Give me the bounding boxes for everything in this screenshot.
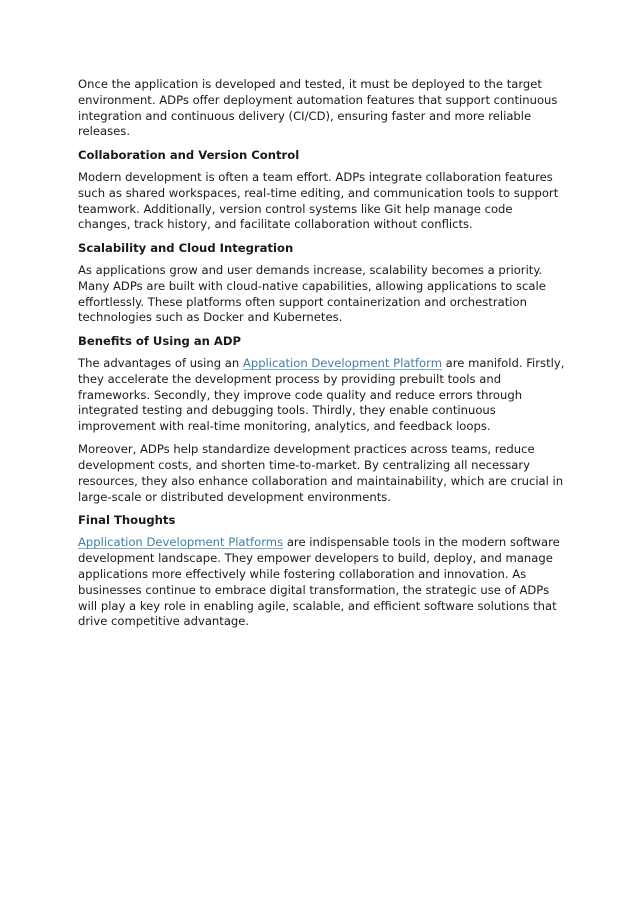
- benefits-text-start: The advantages of using an: [78, 355, 243, 370]
- paragraph-scalability: As applications grow and user demands increase, scalability becomes a priority. Many ADPs are built with cloud-native capabilities, allowing applications to scale effortlessly. These platforms often support containerization and orchestration technologies such as Docker and Kubernetes.: [78, 262, 546, 325]
- heading-final-thoughts: Final Thoughts: [78, 513, 176, 528]
- paragraph-moreover: Moreover, ADPs help standardize development practices across teams, reduce development costs, and shorten time-to-market. By centralizing all necessary resources, they also enhance collaboration and maintainability, which are crucial in large-scale or distributed development environments.: [78, 442, 564, 504]
- paragraph-final: [78, 535, 566, 630]
- heading-benefits: Benefits of Using an ADP: [78, 333, 242, 348]
- paragraph-collaboration: Modern development is often a team effort. ADPs integrate collaboration features such as shared workspaces, real-time editing, and communication tools to support teamwork. Additionally, version control systems like Git help manage code changes, track history, and facilitate collaboration without conflicts.: [78, 169, 559, 232]
- heading-collaboration: Collaboration and Version Control: [78, 147, 300, 162]
- adp-platforms-link[interactable]: Application Development Platforms: [78, 535, 284, 550]
- paragraph-benefits: [78, 356, 566, 435]
- benefits-text-end: are manifold. Firstly, they accelerate the development process by providing prebuilt tools and frameworks. Secondly, they improve code quality and reduce errors through integrated testing and debugging tools. Thirdly, they enable continuous improvement with real-time monitoring, analytics, and feedback loops.: [78, 355, 565, 434]
- heading-scalability: Scalability and Cloud Integration: [78, 240, 294, 255]
- paragraph-deployment: Once the application is developed and tested, it must be deployed to the target environment. ADPs offer deployment automation features that support continuous integration and continuous delivery (CI/CD), ensuring faster and more reliable releases.: [78, 77, 558, 139]
- final-text: are indispensable tools in the modern software development landscape. They empower developers to build, deploy, and manage applications more effectively while fostering collaboration and innovation. As businesses continue to embrace digital transformation, the strategic use of ADPs will play a key role in enabling agile, scalable, and efficient software solutions that drive competitive advantage.: [78, 535, 560, 629]
- adp-link[interactable]: Application Development Platform: [242, 355, 442, 370]
